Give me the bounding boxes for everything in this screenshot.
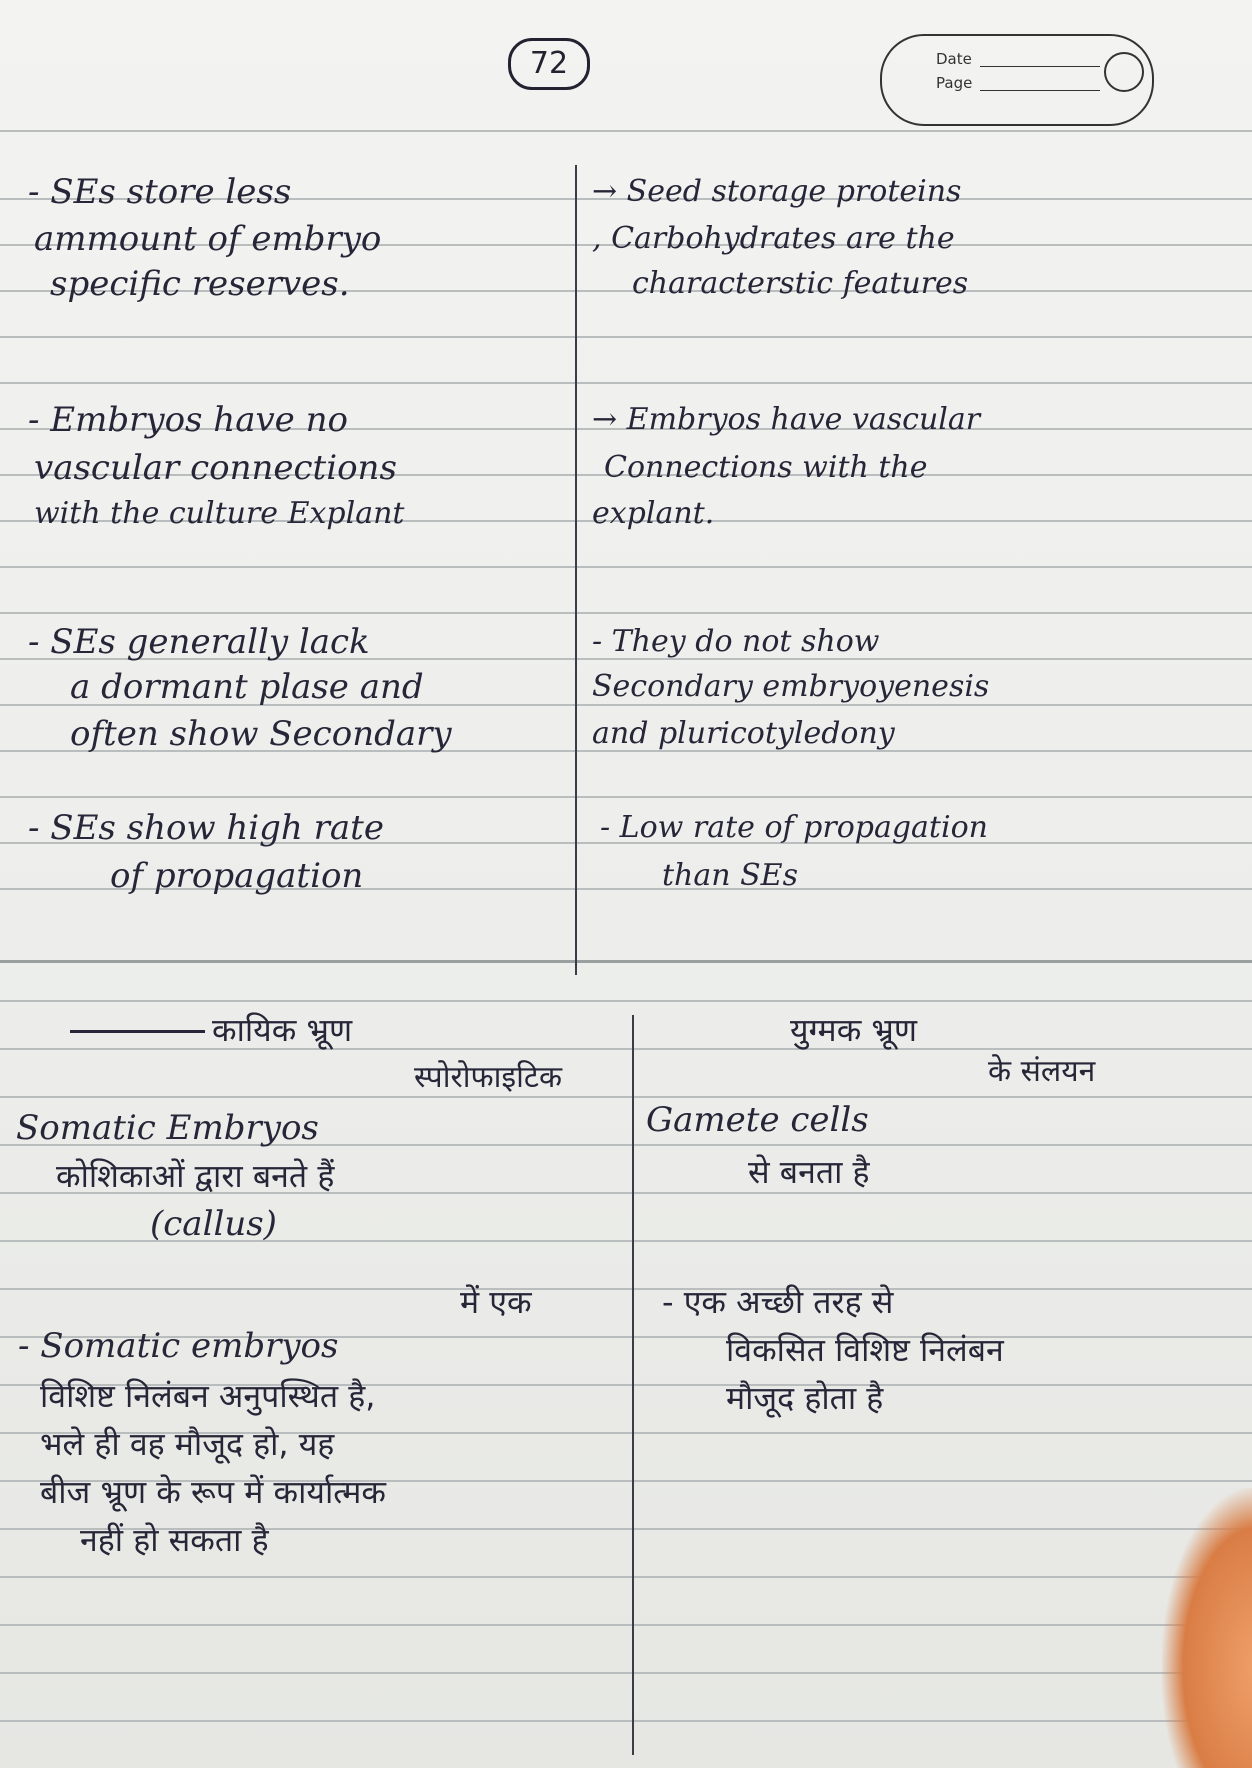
hindi-r2-left-line1: में एक (460, 1283, 532, 1321)
row1-right-line1: → Seed storage proteins (592, 174, 962, 209)
ruled-line (0, 566, 1252, 568)
page-number: 72 (508, 38, 590, 90)
hindi-r2-left-line5: बीज भ्रूण के रूप में कार्यात्मक (40, 1473, 386, 1511)
row1-left-line3: specific reserves. (50, 264, 350, 304)
ruled-line (0, 960, 1252, 963)
row2-right-line3: explant. (592, 496, 715, 531)
ruled-line (0, 1720, 1252, 1722)
date-label: Date (936, 50, 972, 68)
hindi-r1-right-line3: से बनता है (748, 1153, 870, 1191)
ruled-line (0, 130, 1252, 132)
date-page-box (880, 34, 1154, 126)
row1-left-line2: ammount of embryo (34, 219, 382, 259)
row4-left-line2: of propagation (110, 856, 364, 896)
row4-left-line1: - SEs show high rate (28, 808, 384, 848)
row1-right-line2: , Carbohydrates are the (592, 221, 955, 256)
row2-left-line3: with the culture Explant (34, 496, 405, 531)
decorative-swirl (1104, 52, 1144, 92)
row4-right-line1: - Low rate of propagation (600, 810, 988, 845)
hindi-r1-left-line1: स्पोरोफाइटिक (414, 1060, 563, 1095)
row3-right-line1: - They do not show (592, 624, 880, 659)
row1-left-line1: - SEs store less (28, 172, 292, 212)
hindi-r1-right-line2: Gamete cells (646, 1100, 869, 1140)
hindi-r2-right-line1: - एक अच्छी तरह से (662, 1283, 894, 1321)
hindi-r1-left-line4: (callus) (150, 1204, 277, 1244)
row3-left-line1: - SEs generally lack (28, 622, 370, 662)
row2-left-line1: - Embryos have no (28, 400, 348, 440)
thumb-in-photo (1162, 1488, 1252, 1768)
row3-right-line2: Secondary embryoyenesis (592, 669, 990, 704)
column-divider-bottom (632, 1015, 634, 1755)
row3-right-line3: and pluricotyledony (592, 716, 895, 751)
row2-left-line2: vascular connections (34, 448, 397, 488)
hindi-right-heading: युग्मक भ्रूण (790, 1011, 918, 1049)
page-label: Page (936, 74, 973, 92)
hindi-r2-left-line4: भले ही वह मौजूद हो, यह (40, 1425, 335, 1463)
page-line (980, 90, 1100, 91)
ruled-line (0, 336, 1252, 338)
ruled-line (0, 1000, 1252, 1002)
hindi-r2-left-line6: नहीं हो सकता है (80, 1521, 269, 1559)
ruled-line (0, 1096, 1252, 1098)
date-line (980, 66, 1100, 67)
hindi-r1-left-line2: Somatic Embryos (16, 1108, 319, 1148)
row3-left-line3: often show Secondary (70, 714, 452, 754)
row2-right-line2: Connections with the (604, 450, 928, 485)
hindi-r2-left-line3: विशिष्ट निलंबन अनुपस्थित है, (40, 1377, 376, 1415)
row1-right-line3: characterstic features (632, 266, 969, 301)
hindi-left-heading: कायिक भ्रूण (212, 1011, 353, 1049)
ruled-line (0, 796, 1252, 798)
hindi-r2-left-line2: - Somatic embryos (18, 1326, 339, 1366)
column-divider-top (575, 165, 577, 975)
row2-right-line1: → Embryos have vascular (592, 402, 981, 437)
hindi-r1-right-line1: के संलयन (988, 1054, 1096, 1089)
ruled-line (0, 1288, 1252, 1290)
ruled-line (0, 1576, 1252, 1578)
hindi-r1-left-line3: कोशिकाओं द्वारा बनते हैं (56, 1157, 335, 1195)
ruled-line (0, 1672, 1252, 1674)
ruled-line (0, 612, 1252, 614)
ruled-line (0, 1048, 1252, 1050)
hindi-r2-right-line3: मौजूद होता है (726, 1379, 884, 1417)
hindi-r2-right-line2: विकसित विशिष्ट निलंबन (726, 1331, 1004, 1369)
heading-dash (70, 1030, 205, 1033)
row3-left-line2: a dormant plase and (70, 667, 424, 707)
ruled-line (0, 1624, 1252, 1626)
ruled-line (0, 382, 1252, 384)
row4-right-line2: than SEs (662, 858, 798, 893)
